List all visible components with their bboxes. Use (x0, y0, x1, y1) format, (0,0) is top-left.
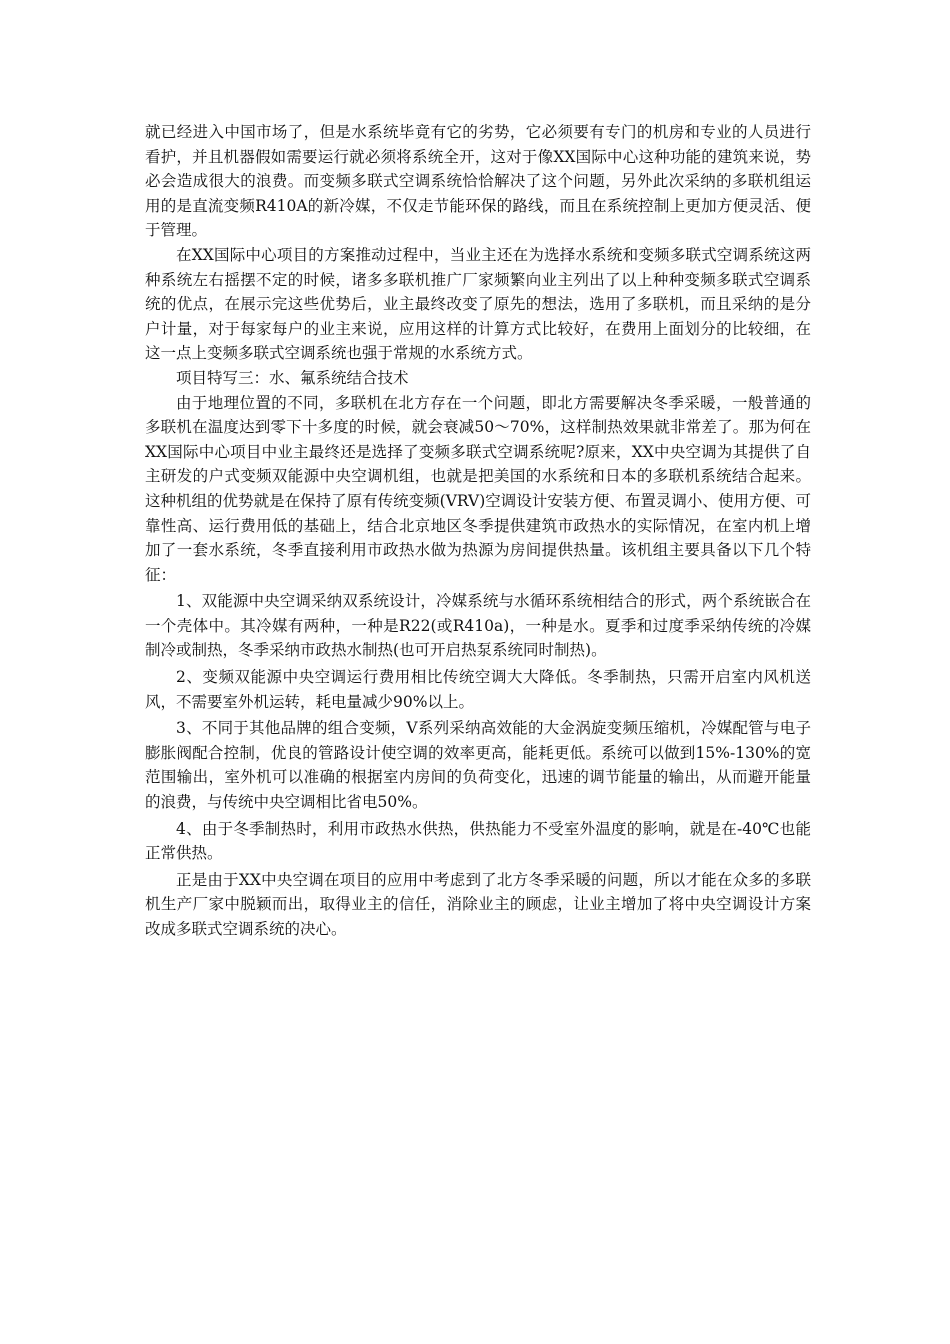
feature-item-4: 4、由于冬季制热时，利用市政热水供热，供热能力不受室外温度的影响，就是在-40℃也能正常供热。 (145, 819, 811, 863)
section-heading-water-fluorine: 项目特写三：水、氟系统结合技术 (176, 368, 409, 387)
paragraph-conclusion: 正是由于XX中央空调在项目的应用中考虑到了北方冬季采暖的问题，所以才能在众多的多联机生产厂家中脱颖而出，取得业主的信任，消除业主的顾虑，让业主增加了将中央空调设计方案改成多联式空调系统的决心。 (145, 870, 811, 938)
paragraph-project-decision: 在XX国际中心项目的方案推动过程中，当业主还在为选择水系统和变频多联式空调系统这两种系统左右摇摆不定的时候，诸多多联机推广厂家频繁向业主列出了以上种种变频多联式空调系统的优点，在展示完这些优势后，业主最终改变了原先的想法，选用了多联机，而且采纳的是分户计量，对于每家每户的业主来说，应用这样的计算方式比较好，在费用上面划分的比较细，在这一点上变频多联式空调系统也强于常规的水系统方式。 (145, 245, 811, 363)
paragraph-water-system-drawbacks: 就已经进入中国市场了，但是水系统毕竟有它的劣势，它必须要有专门的机房和专业的人员进行看护，并且机器假如需要运行就必须将系统全开，这对于像XX国际中心这种功能的建筑来说，势必会造成很大的浪费。而变频多联式空调系统恰恰解决了这个问题，另外此次采纳的多联机组运用的是直流变频R410A的新冷媒，不仅走节能环保的路线，而且在系统控制上更加方便灵活、便于管理。 (145, 123, 811, 240)
document-body (145, 120, 811, 942)
feature-item-3: 3、不同于其他品牌的组合变频，V系列采纳高效能的大金涡旋变频压缩机，冷媒配管与电子膨胀阀配合控制，优良的管路设计使空调的效率更高，能耗更低。系统可以做到15%-130%的宽范围输出，室外机可以准确的根据室内房间的负荷变化，迅速的调节能量的输出，从而避开能量的浪费，与传统中央空调相比省电50%。 (145, 719, 811, 812)
feature-item-2: 2、变频双能源中央空调运行费用相比传统空调大大降低。冬季制热，只需开启室内风机送风，不需要室外机运转，耗电量减少90%以上。 (145, 668, 811, 711)
paragraph-northern-heating: 由于地理位置的不同，多联机在北方存在一个问题，即北方需要解决冬季采暖，一般普通的多联机在温度达到零下十多度的时候，就会衰减50～70%，这样制热效果就非常差了。那为何在XX国际中心项目中业主最终还是选择了变频多联式空调系统呢?原来，XX中央空调为其提供了自主研发的户式变频双能源中央空调机组，也就是把美国的水系统和日本的多联机系统结合起来。这种机组的优势就是在保持了原有传统变频(VRV)空调设计安装方便、布置灵调小、使用方便、可靠性高、运行费用低的基础上，结合北京地区冬季提供建筑市政热水的实际情况，在室内机上增加了一套水系统，冬季直接利用市政热水做为热源为房间提供热量。该机组主要具备以下几个特征： (145, 393, 811, 584)
feature-item-1: 1、双能源中央空调采纳双系统设计，冷媒系统与水循环系统相结合的形式，两个系统嵌合在一个壳体中。其冷媒有两种，一种是R22(或R410a)，一种是水。夏季和过度季采纳传统的冷媒制冷或制热，冬季采纳市政热水制热(也可开启热泵系统同时制热)。 (145, 592, 811, 660)
